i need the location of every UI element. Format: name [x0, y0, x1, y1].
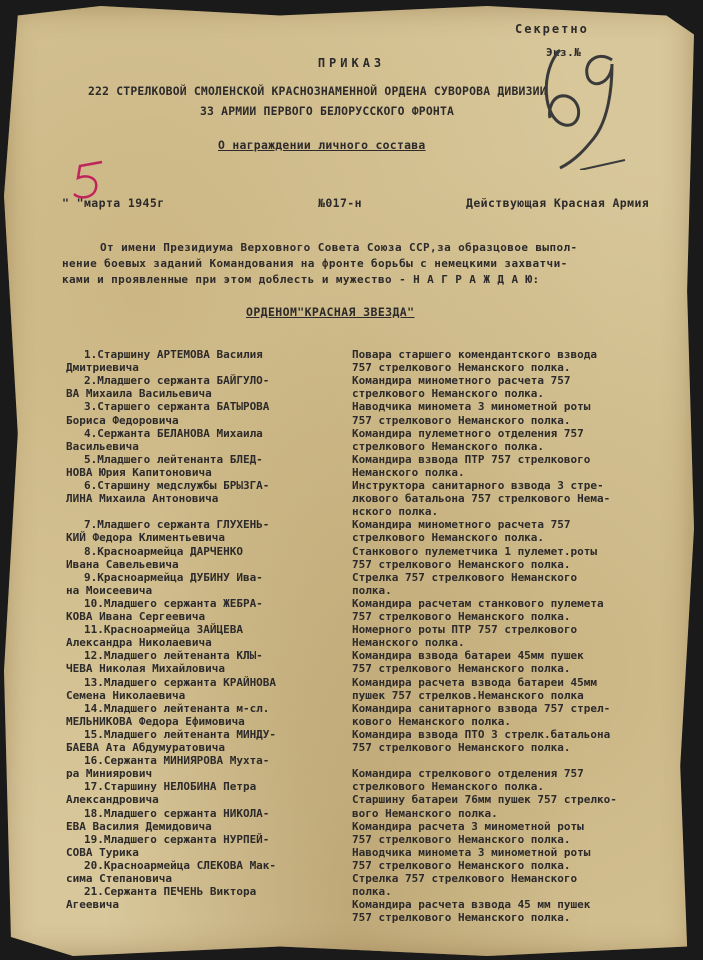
awardee-name-line: МЕЛЬНИКОВА Федора Ефимовича	[66, 714, 245, 728]
copy-number-label: Экз.№	[546, 46, 582, 59]
awardee-position-line: Командира пулеметного отделения 757	[352, 426, 584, 440]
awardee-position-line: Стрелка 757 стрелкового Неманского	[352, 570, 578, 584]
awardee-name-line: НОВА Юрия Капитоновича	[66, 465, 212, 479]
awardee-name-line: 18.Младшего сержанта НИКОЛА-	[84, 806, 270, 820]
awardee-name-line: Агеевича	[66, 898, 119, 912]
order-title: ПРИКАЗ	[317, 56, 386, 70]
intro-line-1: От имени Президиума Верховного Совета Союза ССР,за образцовое выпол-	[100, 241, 578, 254]
awardee-name-line: Семена Николаевича	[66, 688, 186, 702]
awardee-position-line: пушек 757 стрелков.Неманского полка	[352, 688, 584, 702]
awardee-name-line: 16.Сержанта МИНИЯРОВА Мухта-	[84, 754, 270, 768]
awardee-position-line: полка.	[352, 583, 392, 597]
army-line: 33 АРМИИ ПЕРВОГО БЕЛОРУССКОГО ФРОНТА	[200, 104, 455, 118]
awardee-name-line: Бориса Федоровича	[66, 413, 179, 427]
awardee-name-line: 9.Красноармейца ДУБИНУ Ива-	[84, 570, 263, 584]
awardee-name-line: СОВА Турика	[66, 845, 139, 859]
awardee-position-line: Командира минометного расчета 757	[352, 374, 571, 388]
awardee-position-line: Стрелка 757 стрелкового Неманского	[352, 872, 578, 885]
awardee-name-line: 20.Красноармейца СЛЕКОВА Мак-	[84, 858, 277, 872]
awardee-name-line: 5.Младшего лейтенанта БЛЕД-	[84, 452, 263, 466]
awardee-position-line: Командира расчета взвода 45 мм пушек	[352, 898, 591, 912]
awardee-name-line: 6.Старшину медслужбы БРЫЗГА-	[84, 479, 270, 492]
awardee-name-line: Александра Николаевича	[66, 636, 212, 650]
awardee-position-line: 757 стрелкового Неманского полка.	[352, 361, 571, 375]
awardee-position-line: Командира расчета 3 минометной роты	[352, 819, 584, 833]
awardee-position-line: Наводчика миномета 3 минометной роты	[352, 845, 591, 859]
awardee-position-line: 757 стрелкового Неманского полка.	[352, 662, 571, 676]
awardee-position-line: Наводчика миномета 3 минометной роты	[352, 400, 591, 414]
awardee-name-line: 4.Сержанта БЕЛАНОВА Михаила	[84, 426, 263, 440]
awardee-position-line: Номерного роты ПТР 757 стрелкового	[352, 623, 578, 637]
awardee-position-line: 757 стрелкового Неманского полка.	[352, 610, 571, 623]
awardee-name-line: КОВА Ивана Сергеевича	[66, 610, 206, 623]
awardee-position-line: 757 стрелкового Неманского полка.	[352, 557, 571, 571]
awardee-name-line: ЧЕВА Николая Михайловича	[66, 662, 225, 676]
awardee-position-line: Инструктора санитарного взвода 3 стре-	[352, 479, 604, 492]
awardee-name-line: 2.Младшего сержанта БАЙГУЛО-	[84, 374, 270, 388]
awardee-position-line: Командира расчетам станкового пулемета	[352, 596, 604, 610]
order-number: №017-н	[318, 196, 362, 210]
awardee-position-line: Неманского полка.	[352, 465, 465, 479]
awardee-name-line: Александровича	[66, 793, 159, 807]
awardee-name-line: 14.Младшего лейтенанта м-сл.	[84, 701, 270, 715]
awardee-name-line: КИЙ Федора Климентьевича	[66, 531, 225, 545]
awardee-name-line: 11.Красноармейца ЗАЙЦЕВА	[84, 623, 243, 637]
awardee-name-line: ЛИНА Михаила Антоновича	[66, 492, 219, 506]
awardee-name-line: Васильевича	[66, 439, 139, 453]
awardee-position-line: Командира взвода ПТО 3 стрелк.батальона	[352, 727, 611, 741]
awardee-position-line: стрелкового Неманского полка.	[352, 439, 545, 453]
awardee-position-line: Командира минометного расчета 757	[352, 518, 571, 532]
awardee-position-line: Командира санитарного взвода 757 стрел-	[352, 701, 611, 715]
awardee-name-line: Дмитриевича	[66, 361, 139, 375]
division-line: 222 СТРЕЛКОВОЙ СМОЛЕНСКОЙ КРАСНОЗНАМЕННОЙ ОРДЕНА СУВОРОВА ДИВИЗИИ	[88, 84, 547, 98]
awardee-position-line: стрелкового Неманского полка.	[352, 780, 545, 794]
handwritten-number-69	[520, 20, 630, 170]
awardee-name-line: 17.Старшину НЕЛОБИНА Петра	[84, 780, 257, 794]
awardee-position-line: Повара старшего комендантского взвода	[352, 348, 598, 361]
awardee-position-line: 757 стрелкового Неманского полка.	[352, 911, 571, 925]
awardee-name-line: БАЕВА Ата Абдумуратовича	[66, 741, 225, 754]
intro-line-3: ками и проявленные при этом доблесть и мужество - Н А Г Р А Ж Д А Ю:	[62, 273, 540, 286]
awardee-name-line: 15.Младшего лейтенанта МИНДУ-	[84, 727, 277, 741]
awardee-position-line: нского полка.	[352, 505, 439, 519]
awardee-position-line: Старшину батареи 76мм пушек 757 стрелко-	[352, 793, 617, 807]
secret-mark: Секретно	[515, 22, 589, 36]
awardee-name-line: Ивана Савельевича	[66, 557, 179, 571]
awardee-position-line: Командира взвода ПТР 757 стрелкового	[352, 452, 591, 466]
awardee-position-line: стрелкового Неманского полка.	[352, 387, 545, 401]
awardee-position-line: полка.	[352, 885, 392, 899]
awardee-name-line: 19.Младшего сержанта НУРПЕЙ-	[84, 832, 270, 846]
awardee-name-line: сима Степановича	[66, 872, 172, 885]
awardee-name-line: ВА Михаила Васильевича	[66, 387, 212, 401]
awardee-position-line: вого Неманского полка.	[352, 806, 498, 820]
awardee-name-line: ра Миниярович	[66, 767, 153, 781]
awardee-position-line: 757 стрелкового Неманского полка.	[352, 858, 571, 872]
awardee-position-line: Станкового пулеметчика 1 пулемет.роты	[352, 544, 598, 558]
awardee-name-line: 7.Младшего сержанта ГЛУХЕНЬ-	[84, 518, 270, 532]
awardee-name-line: 8.Красноармейца ДАРЧЕНКО	[84, 544, 243, 558]
awardee-name-line: 12.Младшего лейтенанта КЛЫ-	[84, 649, 263, 663]
awardee-position-line: Командира взвода батареи 45мм пушек	[352, 649, 584, 663]
awardee-name-line: 3.Старшего сержанта БАТЫРОВА	[84, 400, 270, 414]
awardee-position-line: Неманского полка.	[352, 636, 465, 650]
order-date: " "марта 1945г	[62, 196, 165, 210]
award-heading: ОРДЕНОМ"КРАСНАЯ ЗВЕЗДА"	[246, 305, 415, 319]
awardee-position-line: 757 стрелкового Неманского полка.	[352, 832, 571, 846]
awardee-name-line: 10.Младшего сержанта ЖЕБРА-	[84, 596, 263, 610]
awardee-position-line: кового Неманского полка.	[352, 714, 511, 728]
awardee-name-line: 21.Сержанта ПЕЧЕНЬ Виктора	[84, 885, 257, 899]
awardee-name-line: 13.Младшего сержанта КРАЙНОВА	[84, 675, 277, 689]
awardee-name-line: 1.Старшину АРТЕМОВА Василия	[84, 348, 263, 361]
awardee-position-line: 757 стрелкового Неманского полка.	[352, 413, 571, 427]
awardee-position-line: лкового батальона 757 стрелкового Нема-	[352, 492, 611, 506]
awardee-position-line: Командира расчета взвода батареи 45мм	[352, 675, 598, 689]
awardee-position-line: Командира стрелкового отделения 757	[352, 767, 584, 781]
intro-line-2: нение боевых заданий Командования на фронте борьбы с немецкими захватчи-	[62, 257, 568, 270]
awardee-position-line: стрелкового Неманского полка.	[352, 531, 545, 545]
awardee-name-line: ЕВА Василия Демидовича	[66, 819, 212, 833]
awardee-name-line: на Моисеевича	[66, 583, 153, 597]
order-subject: О награждении личного состава	[218, 138, 426, 152]
awardee-position-line: 757 стрелкового Неманского полка.	[352, 741, 571, 754]
order-place: Действующая Красная Армия	[466, 196, 650, 210]
